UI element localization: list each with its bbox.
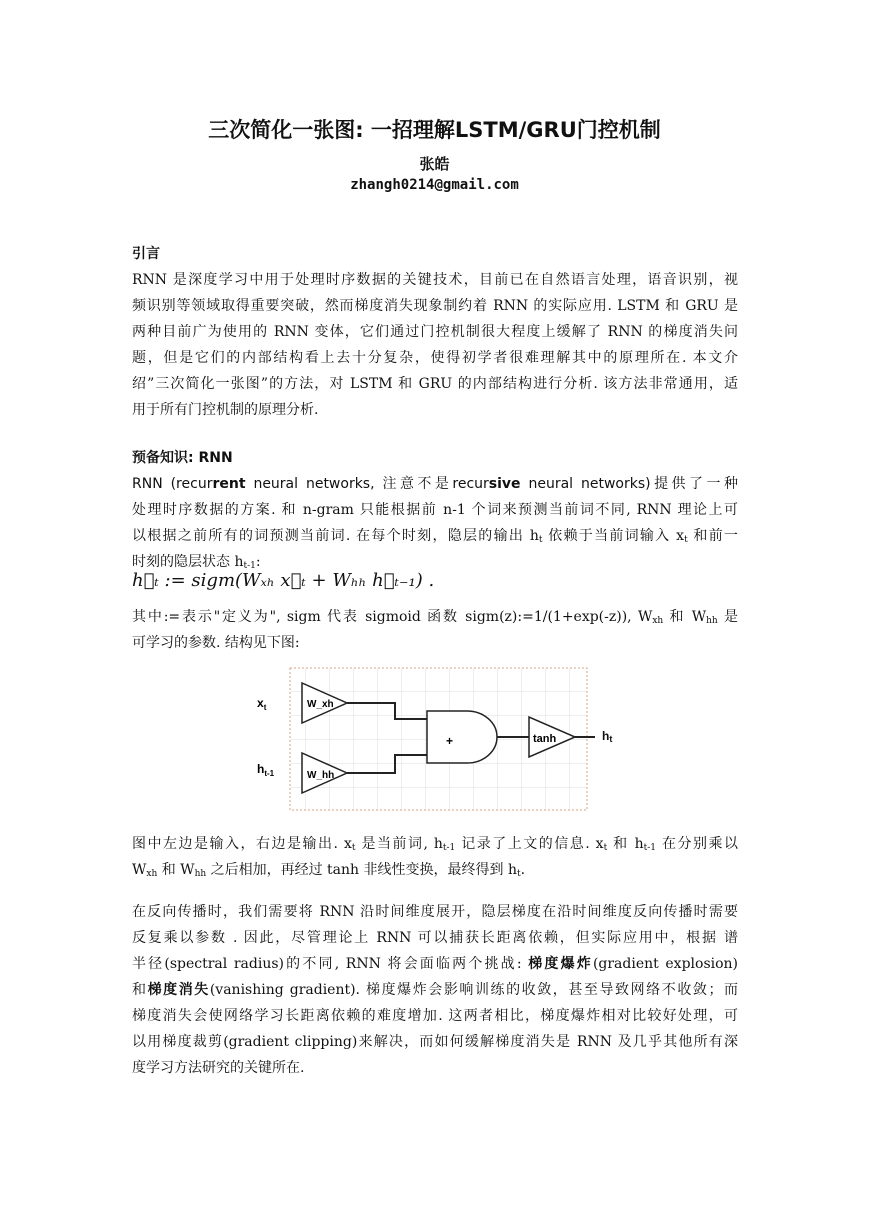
text-run: 和 W: [663, 609, 707, 625]
paper-title: 三次简化一张图: 一招理解LSTM/GRU门控机制: [208, 118, 661, 142]
subscript: t: [684, 535, 688, 545]
text-run: 和 W: [157, 862, 195, 878]
rnn-p2-line: [132, 604, 738, 630]
text-run: 依赖于当前词输入 x: [542, 528, 685, 544]
intro-heading: 引言: [132, 246, 160, 262]
subscript: hh: [194, 869, 207, 879]
intro-section: [132, 241, 738, 423]
subscript: t: [603, 843, 608, 853]
text-run: 和前一: [687, 528, 738, 544]
text-run: 注意不是: [382, 476, 453, 492]
rnn-p1-line: 处理时序数据的方案. 和 n-gram 只能根据前 n-1 个词来预测当前词不同, RNN 理论上可: [132, 502, 738, 518]
rnn-diagram: [257, 667, 613, 819]
text-run: 半径(spectral radius)的不同, RNN 将会面临两个挑战:: [132, 956, 529, 972]
rnn-p4-line: [132, 951, 738, 977]
rnn-p3-line: [132, 857, 738, 883]
text-run-bold: 梯度消失: [147, 982, 210, 998]
rnn-p3-line: [132, 831, 738, 857]
text-run: neural networks): [520, 476, 651, 492]
text-run: (vanishing gradient). 梯度爆炸会影响训练的收敛，甚至导致网络不收敛；而: [209, 982, 739, 998]
subscript: hh: [706, 616, 718, 626]
output-h-label: [602, 729, 612, 743]
text-run: 之后相加，再经过 tanh 非线性变换，最终得到 h: [206, 862, 517, 878]
author-name: 张皓: [419, 155, 450, 173]
tanh-label: tanh: [533, 733, 557, 745]
subscript: t: [609, 734, 613, 744]
output-text: h: [602, 729, 610, 743]
author-email[interactable]: zhangh0214@gmail.com: [350, 177, 519, 193]
subscript: xh: [652, 616, 664, 626]
subscript: t-1: [643, 843, 657, 853]
text-run: 以根据之前所有的词预测当前词. 在每个时刻，隐层的输出 h: [132, 528, 539, 544]
text-run: 是: [717, 609, 738, 625]
rnn-p4-line: 在反向传播时，我们需要将 RNN 沿时间维度展开，隐层梯度在沿时间维度反向传播时需要: [132, 904, 738, 920]
subscript: t: [351, 843, 356, 853]
input-x-label: $x_t$: [257, 696, 267, 712]
text-run: 是当前词, h: [355, 836, 443, 852]
subscript: t: [538, 535, 543, 545]
intro-line: 频识别等领域取得重要突破，然而梯度消失现象制约着 RNN 的实际应用. LSTM 和 GRU 是: [132, 298, 738, 314]
text-run: 提供了一种: [650, 476, 738, 492]
text-run-bold: 梯度爆炸: [528, 956, 593, 972]
intro-line: 绍”三次简化一张图”的方法，对 LSTM 和 GRU 的内部结构进行分析. 该方法非常通用，适: [132, 376, 738, 392]
input-h-label: $h_{t-1}$: [257, 762, 275, 778]
subscript: t-1: [243, 561, 256, 571]
gate-whh-label: W_hh: [307, 770, 335, 781]
sum-label: +: [446, 734, 454, 748]
text-run: 其中:=表示"定义为", sigm 代表 sigmoid 函数 sigm(z):=1/(1+exp(-z)), W: [132, 609, 653, 625]
text-run: neural networks,: [245, 476, 383, 492]
text-run: 和: [132, 982, 148, 998]
text-run: 时刻的隐层状态 h: [132, 554, 244, 570]
rnn-p4-line: 度学习方法研究的关键所在.: [132, 1060, 305, 1076]
subscript: t: [516, 869, 521, 879]
subscript: t-1: [442, 843, 456, 853]
rnn-heading-bold: RNN: [198, 450, 233, 466]
text-run: 和 h: [607, 836, 644, 852]
text-run: 在分别乘以: [656, 836, 739, 852]
rnn-p2: [132, 604, 738, 656]
intro-line: RNN 是深度学习中用于处理时序数据的关键技术，目前已在自然语言处理，语音识别，视: [132, 272, 738, 288]
intro-line: 用于所有门控机制的原理分析.: [132, 402, 319, 418]
text-run: recur: [452, 476, 489, 492]
text-run-bold: sive: [488, 476, 521, 492]
rnn-p4: [132, 899, 738, 1081]
rnn-p3: [132, 831, 738, 883]
rnn-p4-line: 反复乘以参数 . 因此，尽管理论上 RNN 可以捕获长距离依赖，但实际应用中，根据 谱: [132, 930, 738, 946]
sum-gate: [427, 711, 497, 763]
rnn-p4-line: [132, 977, 738, 1003]
intro-line: 题，但是它们的内部结构看上去十分复杂，使得初学者很难理解其中的原理所在. 本文介: [132, 350, 738, 366]
text-run: .: [520, 862, 526, 878]
rnn-p2-line: 可学习的参数. 结构见下图:: [132, 635, 300, 651]
text-run: 图中左边是输入，右边是输出. x: [132, 836, 352, 852]
text-run: (gradient explosion): [592, 956, 739, 972]
rnn-section: [132, 445, 738, 575]
text-run: 记录了上文的信息. x: [455, 836, 604, 852]
rnn-diagram-svg: [257, 667, 597, 815]
rnn-p1-line: [132, 523, 738, 549]
subscript: xh: [146, 869, 158, 879]
rnn-heading: [132, 445, 738, 471]
text-run: W: [132, 862, 147, 878]
rnn-formula: h⃗ₜ := sigm(Wₓₕ x⃗ₜ + Wₕₕ h⃗ₜ₋₁) .: [132, 570, 435, 591]
rnn-heading-prefix: 预备知识:: [132, 450, 199, 466]
gate-wxh-label: W_xh: [307, 699, 334, 710]
rnn-p1-line: [132, 471, 738, 497]
text-run: RNN (recur: [132, 476, 213, 492]
rnn-p4-line: 梯度消失会使网络学习长距离依赖的难度增加. 这两者相比，梯度爆炸相对比较好处理，可: [132, 1008, 738, 1024]
rnn-p4-line: 以用梯度裁剪(gradient clipping)来解决，而如何缓解梯度消失是 RNN 及几乎其他所有深: [132, 1034, 738, 1050]
intro-line: 两种目前广为使用的 RNN 变体，它们通过门控机制很大程度上缓解了 RNN 的梯度消失问: [132, 324, 738, 340]
text-run-bold: rent: [212, 476, 246, 492]
text-run: :: [255, 554, 261, 570]
